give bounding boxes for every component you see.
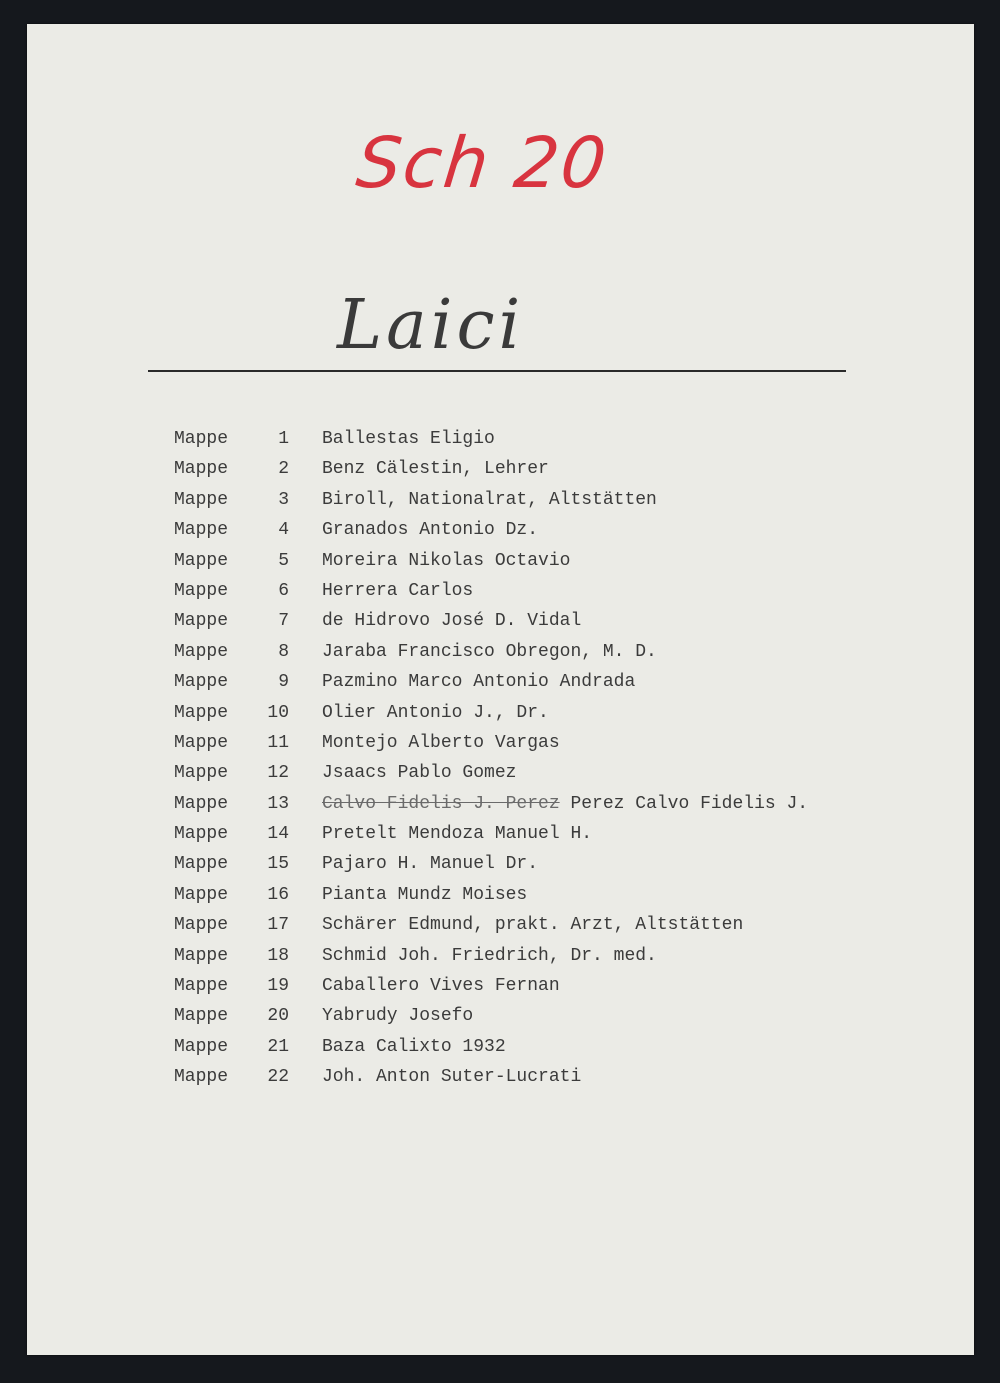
folder-number: 19 bbox=[267, 976, 289, 997]
list-item bbox=[0, 547, 1000, 577]
list-item bbox=[0, 607, 1000, 637]
folder-label: Mappe bbox=[174, 580, 229, 601]
list-item bbox=[0, 759, 1000, 789]
folder-name: de Hidrovo José D. Vidal bbox=[322, 611, 582, 632]
folder-name: Schärer Edmund, prakt. Arzt, Altstätten bbox=[322, 915, 744, 936]
folder-label: Mappe bbox=[174, 854, 229, 875]
folder-name: Montejo Alberto Vargas bbox=[322, 732, 560, 753]
folder-label: Mappe bbox=[174, 976, 229, 997]
folder-label: Mappe bbox=[174, 489, 229, 510]
folder-label: Mappe bbox=[174, 1067, 229, 1088]
list-item bbox=[0, 668, 1000, 698]
folder-name: Jaraba Francisco Obregon, M. D. bbox=[322, 641, 657, 662]
folder-number: 18 bbox=[267, 945, 289, 966]
folder-number: 14 bbox=[267, 824, 289, 845]
folder-number: 21 bbox=[267, 1036, 289, 1057]
list-item bbox=[0, 820, 1000, 850]
folder-label: Mappe bbox=[174, 520, 229, 541]
folder-label: Mappe bbox=[174, 732, 229, 753]
folder-label: Mappe bbox=[174, 611, 229, 632]
folder-name: Pretelt Mendoza Manuel H. bbox=[322, 824, 593, 845]
folder-name bbox=[322, 794, 808, 814]
folder-list bbox=[0, 425, 1000, 1094]
folder-number: 11 bbox=[267, 732, 289, 753]
list-item bbox=[0, 1002, 1000, 1032]
folder-name: Herrera Carlos bbox=[322, 580, 474, 601]
folder-number: 7 bbox=[278, 611, 289, 632]
list-item bbox=[0, 1033, 1000, 1063]
list-item bbox=[0, 486, 1000, 516]
folder-label: Mappe bbox=[174, 1036, 229, 1057]
handwritten-reference: Sch 20 bbox=[352, 122, 612, 204]
folder-number: 10 bbox=[267, 702, 289, 723]
folder-label: Mappe bbox=[174, 763, 229, 784]
folder-number: 9 bbox=[278, 672, 289, 693]
folder-label: Mappe bbox=[174, 672, 229, 693]
folder-name: Yabrudy Josefo bbox=[322, 1006, 474, 1027]
list-item bbox=[0, 425, 1000, 455]
folder-label: Mappe bbox=[174, 702, 229, 723]
list-item bbox=[0, 972, 1000, 1002]
folder-label: Mappe bbox=[174, 641, 229, 662]
folder-number: 12 bbox=[267, 763, 289, 784]
folder-label: Mappe bbox=[174, 824, 229, 845]
folder-label: Mappe bbox=[174, 884, 229, 905]
list-item bbox=[0, 577, 1000, 607]
list-item bbox=[0, 881, 1000, 911]
list-item bbox=[0, 455, 1000, 485]
folder-label: Mappe bbox=[174, 793, 229, 814]
list-item bbox=[0, 790, 1000, 820]
folder-name: Pajaro H. Manuel Dr. bbox=[322, 854, 539, 875]
folder-number: 5 bbox=[278, 550, 289, 571]
folder-name: Olier Antonio J., Dr. bbox=[322, 702, 549, 723]
folder-number: 4 bbox=[278, 520, 289, 541]
folder-number: 16 bbox=[267, 884, 289, 905]
list-item bbox=[0, 911, 1000, 941]
folder-name: Pazmino Marco Antonio Andrada bbox=[322, 672, 636, 693]
folder-number: 1 bbox=[278, 429, 289, 449]
list-item bbox=[0, 729, 1000, 759]
folder-name: Schmid Joh. Friedrich, Dr. med. bbox=[322, 945, 657, 966]
list-item bbox=[0, 942, 1000, 972]
folder-label: Mappe bbox=[174, 550, 229, 571]
folder-number: 17 bbox=[267, 915, 289, 936]
folder-name: Caballero Vives Fernan bbox=[322, 976, 560, 997]
folder-name: Granados Antonio Dz. bbox=[322, 520, 539, 541]
list-item bbox=[0, 638, 1000, 668]
folder-name: Biroll, Nationalrat, Altstätten bbox=[322, 489, 657, 510]
folder-label: Mappe bbox=[174, 429, 229, 449]
folder-label: Mappe bbox=[174, 459, 229, 480]
folder-name: Joh. Anton Suter-Lucrati bbox=[322, 1067, 582, 1088]
folder-name: Ballestas Eligio bbox=[322, 429, 495, 449]
list-item bbox=[0, 850, 1000, 880]
folder-number: 6 bbox=[278, 580, 289, 601]
folder-name: Jsaacs Pablo Gomez bbox=[322, 763, 517, 784]
struck-out-name: Calvo Fidelis J. Perez bbox=[322, 793, 560, 814]
folder-number: 22 bbox=[267, 1067, 289, 1088]
folder-name: Moreira Nikolas Octavio bbox=[322, 550, 571, 571]
folder-number: 15 bbox=[267, 854, 289, 875]
folder-number: 3 bbox=[278, 489, 289, 510]
folder-label: Mappe bbox=[174, 1006, 229, 1027]
list-item bbox=[0, 516, 1000, 546]
title-underline bbox=[148, 370, 846, 372]
folder-number: 2 bbox=[278, 459, 289, 480]
folder-number: 13 bbox=[267, 793, 289, 814]
folder-name: Pianta Mundz Moises bbox=[322, 884, 528, 905]
list-item bbox=[0, 1063, 1000, 1093]
folder-label: Mappe bbox=[174, 945, 229, 966]
folder-label: Mappe bbox=[174, 915, 229, 936]
corrected-name: Perez Calvo Fidelis J. bbox=[570, 793, 809, 814]
list-item bbox=[0, 699, 1000, 729]
handwritten-title: Laici bbox=[337, 286, 525, 365]
folder-number: 20 bbox=[267, 1006, 289, 1027]
folder-number: 8 bbox=[278, 641, 289, 662]
folder-name: Baza Calixto 1932 bbox=[322, 1036, 506, 1057]
folder-name: Benz Cälestin, Lehrer bbox=[322, 459, 549, 480]
